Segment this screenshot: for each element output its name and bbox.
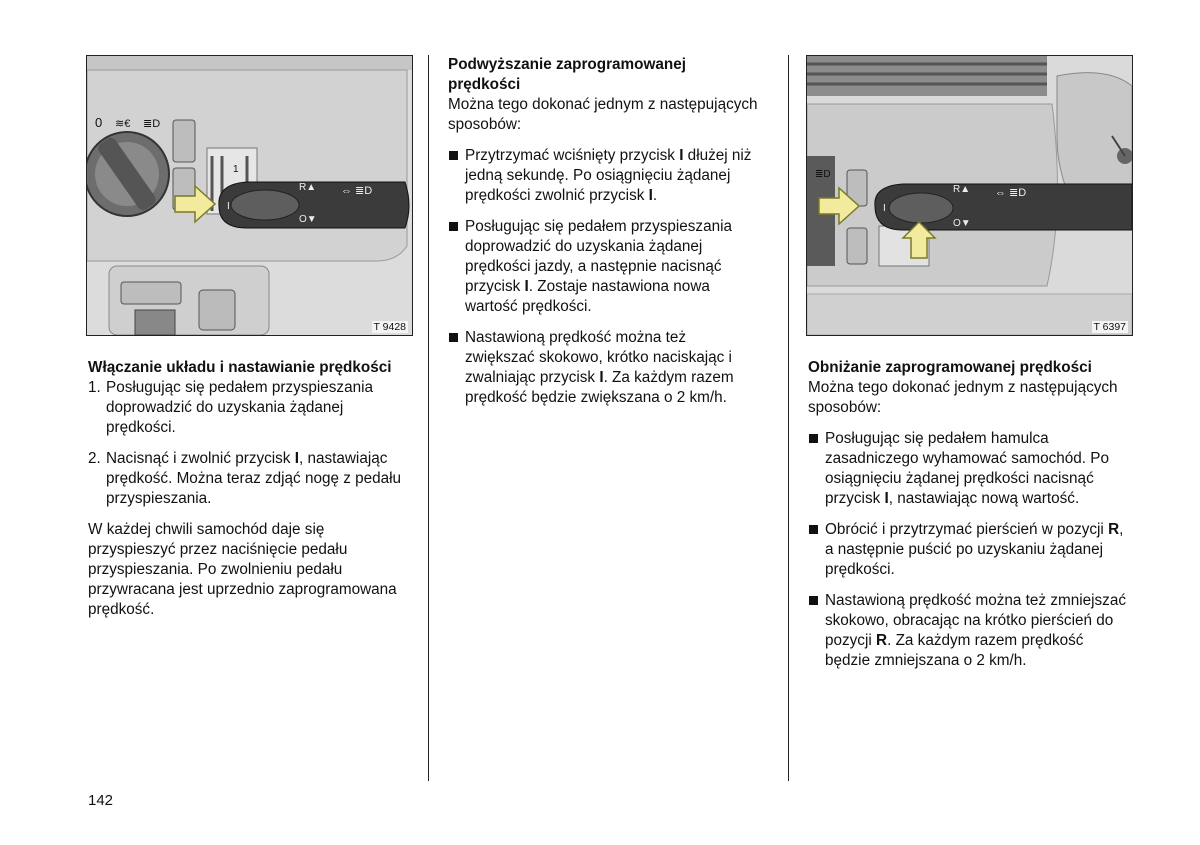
- bullet-key: I: [648, 187, 653, 204]
- bullet-text: Obrócić i przytrzymać pierścień w pozycji: [825, 521, 1109, 538]
- page-number: 142: [88, 792, 114, 809]
- lever-mark-i: I: [883, 203, 886, 214]
- bullet-key: R: [1108, 521, 1120, 538]
- bullet-text: dłużej niż jedną sekundę. Po osiągnięciu żądanej prędkości zwolnić przycisk: [465, 147, 752, 204]
- lever-mark-lights: ⇔ ≣D: [341, 185, 373, 197]
- bullet-square-icon: [809, 596, 818, 605]
- step-text: , nastawiając prędkość. Można teraz zdjąć nogę z pedału przyspieszania.: [106, 450, 402, 507]
- bullet-text: Posługując się pedałem przyspieszania doprowadzić do uzyskania żądanej prędkości jazdy, a następnie nacisnąć przycisk: [465, 218, 732, 295]
- bullet-key: I: [524, 278, 529, 295]
- switch-mark-lights: ≣D: [815, 169, 831, 180]
- bullet-item: [448, 146, 760, 206]
- bullet-key: I: [599, 369, 604, 386]
- bullet-item: [808, 429, 1128, 509]
- lever-illustration-2: [807, 56, 1132, 335]
- step-text: Nacisnąć i zwolnić przycisk: [106, 450, 295, 467]
- section-heading: Włączanie układu i nastawianie prędkości: [88, 359, 392, 376]
- lever-mark-o: O▼: [953, 218, 971, 229]
- bullet-text: . Za każdym razem prędkość będzie zmniejszana o 2 km/h.: [825, 632, 1084, 669]
- switch-mark-2: ≣D: [143, 118, 161, 130]
- bullet-key: R: [876, 632, 888, 649]
- bullet-text: . Zostaje nastawiona nowa wartość prędkości.: [465, 278, 710, 315]
- bullet-text: , a następnie puścić po uzyskaniu żądanej prędkości.: [825, 521, 1124, 578]
- lever-mark-r: R▲: [299, 182, 317, 193]
- column-divider: [788, 55, 789, 781]
- step-number: 1.: [88, 379, 101, 396]
- bullet-text: Przytrzymać wciśnięty przycisk: [465, 147, 680, 164]
- step-key: I: [294, 450, 299, 467]
- bullet-text: . Za każdym razem prędkość będzie zwiększana o 2 km/h.: [465, 369, 734, 406]
- bullet-square-icon: [449, 222, 458, 231]
- lever-mark-r: R▲: [953, 184, 971, 195]
- bullet-text: Posługując się pedałem hamulca zasadniczego wyhamować samochód. Po osiągnięciu żądanej prędkości nacisnąć przycisk: [825, 430, 1109, 507]
- section-heading: Obniżanie zaprogramowanej prędkości: [808, 359, 1092, 376]
- middle-column: [448, 55, 760, 408]
- switch-mark-0: 0: [95, 115, 103, 130]
- bullet-text: .: [652, 187, 658, 204]
- bullet-text: , nastawiając nową wartość.: [888, 490, 1080, 507]
- intro-text: Można tego dokonać jednym z następujących sposobów:: [448, 96, 758, 133]
- figure-lever-ring-rotate: [806, 55, 1133, 336]
- bullet-text: Nastawioną prędkość można też zwiększać skokowo, krótko naciskając i zwalniając przycisk: [465, 329, 732, 386]
- bullet-text: Nastawioną prędkość można też zmniejszać skokowo, obracając na krótko pierścień do pozycji: [825, 592, 1126, 649]
- bullet-square-icon: [809, 525, 818, 534]
- right-column: [808, 358, 1128, 671]
- intro-text: Można tego dokonać jednym z następujących sposobów:: [808, 379, 1118, 416]
- bullet-item: [448, 217, 760, 317]
- lever-mark-o: O▼: [299, 214, 317, 225]
- switch-mark-1: ≋€: [115, 118, 131, 130]
- numbered-step: [88, 449, 413, 509]
- bullet-item: [808, 591, 1128, 671]
- left-column: [88, 358, 413, 620]
- switch-mark-3: 1: [233, 164, 239, 175]
- bullet-key: I: [884, 490, 889, 507]
- figure-lever-push-button: [86, 55, 413, 336]
- figure-code: T 9428: [373, 321, 406, 333]
- bullet-square-icon: [449, 151, 458, 160]
- section-heading: Podwyższanie zaprogramowanej prędkości: [448, 56, 687, 93]
- bullet-item: [448, 328, 760, 408]
- figure-code: T 6397: [1093, 321, 1126, 333]
- column-divider: [428, 55, 429, 781]
- bullet-item: [808, 520, 1128, 580]
- body-paragraph: W każdej chwili samochód daje się przyspieszyć przez naciśnięcie pedału przyspieszania. Po zwolnieniu pedału przywracana jest uprzednio zaprogramowana prędkość.: [88, 521, 397, 618]
- lever-mark-lights: ⇔ ≣D: [995, 187, 1027, 199]
- bullet-square-icon: [809, 434, 818, 443]
- bullet-square-icon: [449, 333, 458, 342]
- lever-mark-i: I: [227, 201, 230, 212]
- lever-illustration-1: [87, 56, 412, 335]
- bullet-key: I: [679, 147, 684, 164]
- step-text: Posługując się pedałem przyspieszania doprowadzić do uzyskania żądanej prędkości.: [106, 379, 373, 436]
- numbered-step: [88, 378, 413, 438]
- step-number: 2.: [88, 450, 101, 467]
